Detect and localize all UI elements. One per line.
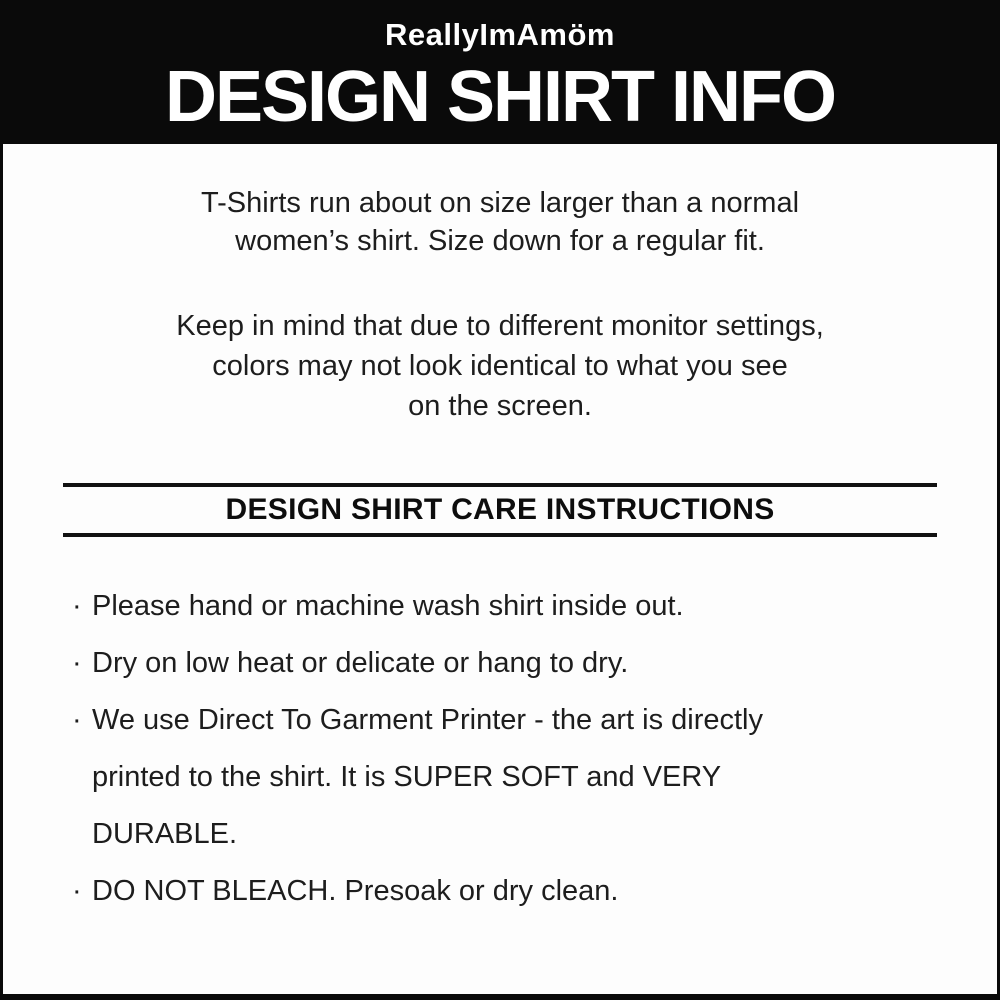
bullet-dot-icon: ·	[72, 647, 82, 679]
list-item	[3, 692, 997, 863]
care-item-text: printed to the shirt. It is SUPER SOFT and VERY	[92, 761, 722, 793]
sizing-line-1: T-Shirts run about on size larger than a normal	[200, 187, 800, 219]
sizing-line-2: women’s shirt. Size down for a regular fit.	[235, 225, 765, 257]
sizing-paragraph	[3, 184, 997, 260]
monitor-line-1: Keep in mind that due to different monitor settings,	[176, 310, 824, 342]
list-item	[3, 863, 997, 920]
bullet-dot-icon: ·	[72, 875, 82, 907]
care-section-heading: DESIGN SHIRT CARE INSTRUCTIONS	[225, 493, 775, 526]
care-item-text: Dry on low heat or delicate or hang to dry.	[92, 647, 629, 679]
monitor-paragraph	[3, 306, 997, 426]
care-section-divider	[63, 483, 937, 537]
care-instructions-list	[3, 578, 997, 920]
monitor-line-2: colors may not look identical to what you see	[212, 350, 788, 382]
content-panel	[3, 144, 997, 994]
header-band	[0, 0, 1000, 144]
monitor-line-3: on the screen.	[408, 390, 592, 422]
page-title: DESIGN SHIRT INFO	[164, 57, 836, 137]
care-item-text: DURABLE.	[92, 818, 238, 850]
bullet-dot-icon: ·	[72, 704, 82, 736]
care-item-text: DO NOT BLEACH. Presoak or dry clean.	[92, 875, 619, 907]
bullet-dot-icon: ·	[72, 590, 82, 622]
care-item-text: Please hand or machine wash shirt inside out.	[92, 590, 684, 622]
list-item	[3, 635, 997, 692]
list-item	[3, 578, 997, 635]
brand-logo: ReallyImAmöm	[385, 17, 615, 52]
care-item-text: We use Direct To Garment Printer - the art is directly	[92, 704, 763, 736]
